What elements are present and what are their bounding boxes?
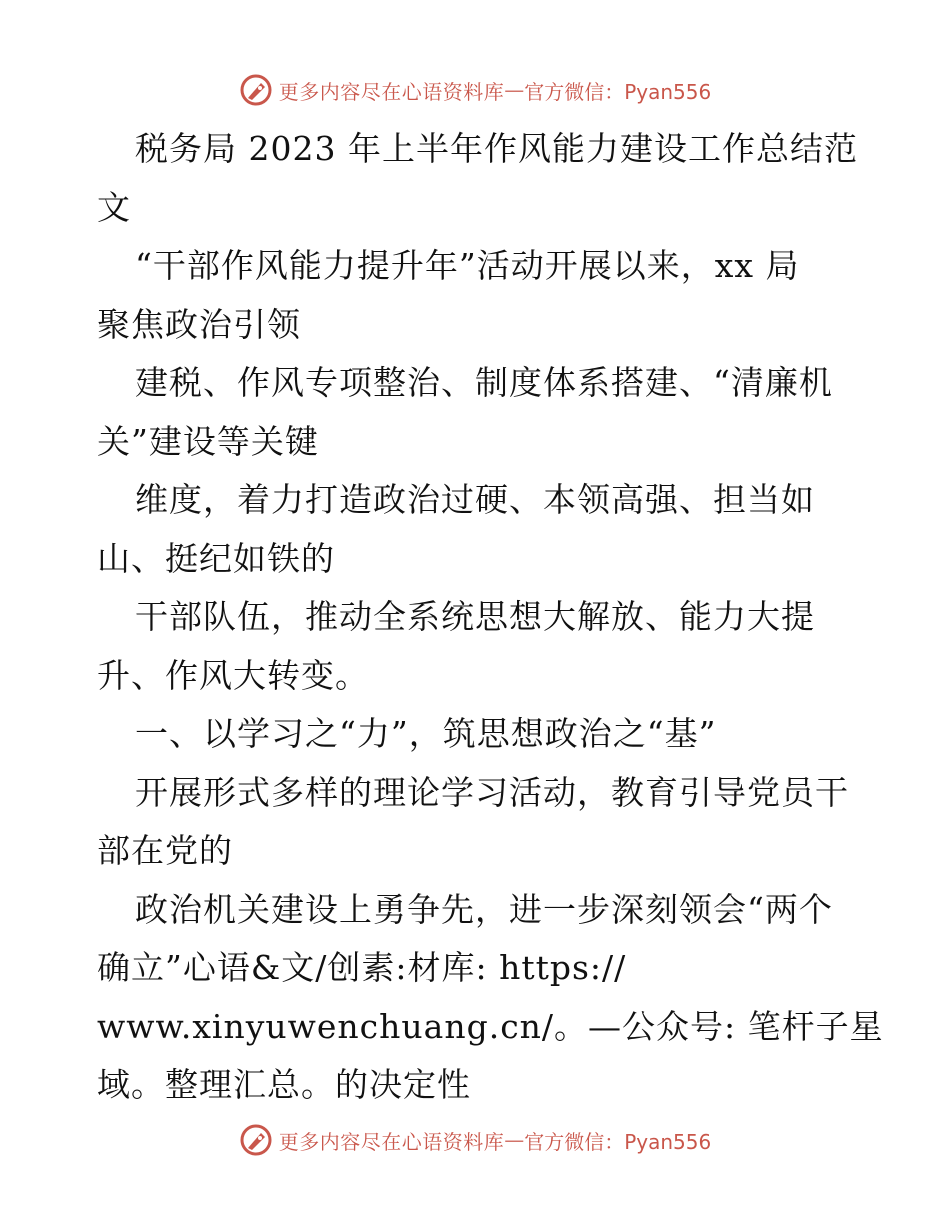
watermark-official-account: 官方微信：Pyan556 — [524, 1129, 712, 1154]
title-line-1: 税务局 2023 年上半年作风能力建设工作总结范 — [135, 129, 858, 168]
paragraph-line: www.xinyuwenchuang.cn/。—公众号: 笔杆子星 — [97, 1006, 884, 1046]
paragraph-line: 域。整理汇总。的决定性 — [97, 1065, 471, 1104]
document-body — [97, 120, 884, 1115]
paragraph-line: 关”建设等关键 — [97, 421, 319, 461]
paragraph-line: 山、挺纪如铁的 — [97, 538, 335, 578]
paragraph-line: “干部作风能力提升年”活动开展以来，xx 局 — [135, 246, 800, 285]
pen-nib-logo-icon — [239, 1123, 273, 1157]
paragraph-line: 维度，着力打造政治过硬、本领高强、担当如 — [135, 480, 815, 519]
paragraph-line: 确立”心语&文/创素:材库: https:// — [97, 948, 627, 987]
footer-watermark — [0, 1120, 950, 1160]
paragraph-line: 政治机关建设上勇争先，进一步深刻领会“两个 — [135, 889, 833, 929]
paragraph-line: 建税、作风专项整治、制度体系搭建、“清廉机 — [135, 363, 833, 402]
paragraph-line: 干部队伍，推动全系统思想大解放、能力大提 — [135, 597, 815, 636]
paragraph-line: 升、作风大转变。 — [97, 655, 369, 695]
paragraph-line: 部在党的 — [97, 831, 233, 870]
paragraph-line: 聚焦政治引领 — [97, 304, 301, 344]
watermark-text: 更多内容尽在心语资料库 — [278, 79, 505, 104]
watermark-text: 更多内容尽在心语资料库 — [278, 1129, 505, 1154]
watermark-separator: — — [504, 1128, 525, 1152]
watermark-separator: — — [504, 78, 525, 102]
header-watermark — [0, 70, 950, 110]
paragraph-line: 开展形式多样的理论学习活动，教育引导党员干 — [135, 772, 849, 812]
watermark-official-account: 官方微信：Pyan556 — [524, 79, 712, 104]
section-heading: 一、以学习之“力”，筑思想政治之“基” — [135, 714, 717, 753]
title-line-2: 文 — [97, 187, 131, 227]
pen-nib-logo-icon — [239, 73, 273, 107]
